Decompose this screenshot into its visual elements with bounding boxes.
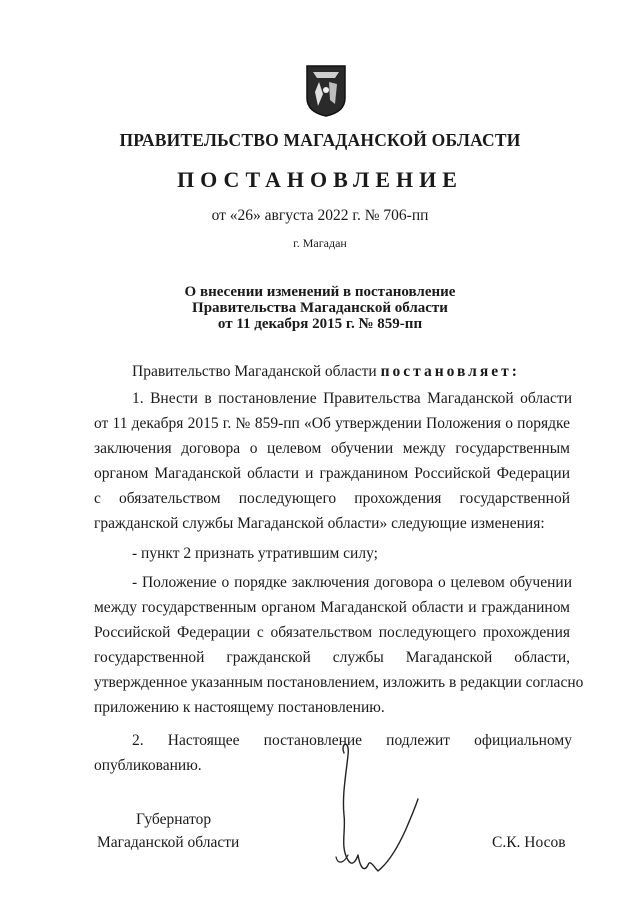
document-city: г. Магадан bbox=[293, 236, 347, 250]
intro-verb: постановляет: bbox=[380, 363, 520, 380]
paragraph-1-line: 1. Внести в постановление Правительства Магаданской области bbox=[132, 390, 572, 407]
document-title-line: О внесении изменений в постановление bbox=[184, 284, 456, 300]
paragraph-1-line: от 11 декабря 2015 г. № 859-пп «Об утверждении Положения о порядке bbox=[94, 415, 570, 432]
list-item-line: Российской Федерации с обязательством последующего прохождения bbox=[94, 624, 570, 641]
document-date-number: от «26» августа 2022 г. № 706-пп bbox=[211, 207, 429, 224]
handwritten-signature bbox=[332, 735, 422, 885]
document-title-line: Правительства Магаданской области bbox=[192, 300, 448, 316]
paragraph-1-line: заключения договора о целевом обучении между государственным bbox=[94, 440, 570, 457]
paragraph-1-line: с обязательством последующего прохождения государственной bbox=[94, 490, 570, 507]
signatory-position: Губернатор bbox=[136, 811, 212, 828]
intro-paragraph bbox=[132, 362, 572, 382]
paragraph-1-line: органом Магаданской области и гражданином Российской Федерации bbox=[94, 465, 570, 482]
list-item-line: приложению к настоящему постановлению. bbox=[94, 699, 385, 716]
intro-text: Правительство Магаданской области bbox=[132, 363, 377, 380]
signatory-name: С.К. Носов bbox=[492, 834, 566, 851]
document-type: ПОСТАНОВЛЕНИЕ bbox=[177, 167, 463, 192]
coat-of-arms-icon bbox=[305, 62, 347, 118]
paragraph-2-line: опубликованию. bbox=[94, 757, 202, 774]
list-item-line: утвержденное указанным постановлением, изложить в редакции согласно bbox=[94, 674, 584, 691]
signatory-position: Магаданской области bbox=[97, 834, 240, 851]
list-item-line: - Положение о порядке заключения договора о целевом обучении bbox=[132, 574, 572, 591]
list-item: - пункт 2 признать утратившим силу; bbox=[132, 545, 378, 562]
paragraph-2-line: 2. Настоящее постановление подлежит официальному bbox=[132, 732, 572, 749]
list-item-line: государственной гражданской службы Магаданской области, bbox=[94, 649, 570, 666]
list-item-line: между государственным органом Магаданской области и гражданином bbox=[94, 599, 570, 616]
government-name: ПРАВИТЕЛЬСТВО МАГАДАНСКОЙ ОБЛАСТИ bbox=[119, 130, 521, 150]
paragraph-1-line: гражданской службы Магаданской области» следующие изменения: bbox=[94, 515, 545, 532]
document-title-line: от 11 декабря 2015 г. № 859-пп bbox=[217, 316, 423, 332]
